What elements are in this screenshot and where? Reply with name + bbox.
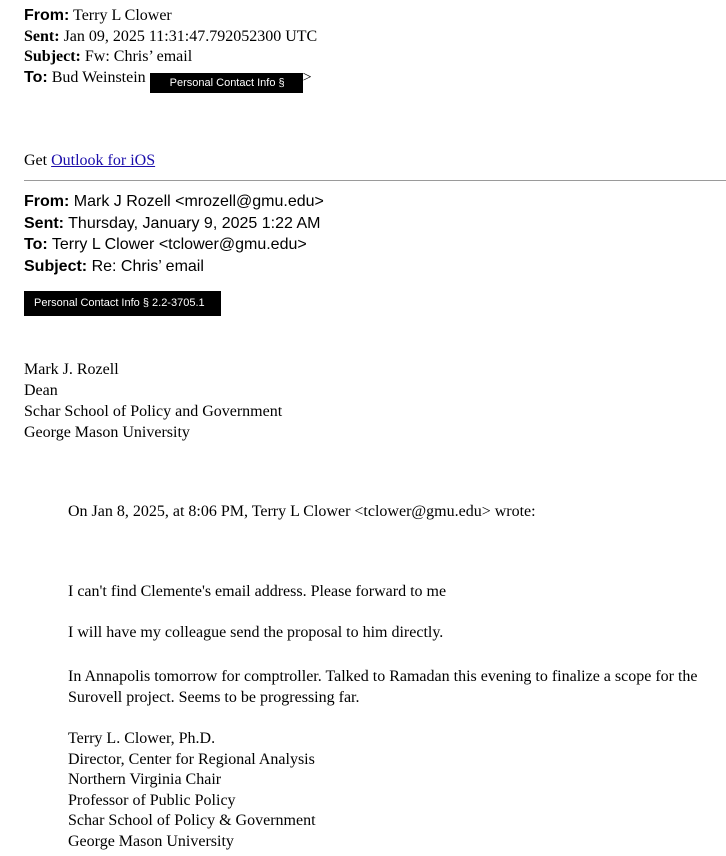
fwd-subject-row — [24, 256, 324, 278]
signature-line: Mark J. Rozell — [24, 361, 119, 378]
fwd-to-label: To: — [24, 236, 48, 253]
outer-email-header — [24, 6, 317, 93]
quoted-paragraph: I will have my colleague send the proposal to him directly. — [68, 624, 444, 641]
quoted-paragraph: In Annapolis tomorrow for comptroller. Talked to Ramadan this evening to finalize a scope for the Surovell project. Seems to be progressing far. — [68, 668, 698, 706]
signature-line: Schar School of Policy & Government — [68, 812, 316, 829]
outer-to-row — [24, 68, 317, 93]
fwd-from-value: Mark J Rozell <mrozell@gmu.edu> — [73, 193, 324, 210]
fwd-from-label: From: — [24, 193, 70, 210]
quoted-paragraph: I can't find Clemente's email address. Please forward to me — [68, 583, 447, 600]
outer-to-label: To: — [24, 68, 48, 86]
quoted-attribution-line: On Jan 8, 2025, at 8:06 PM, Terry L Clower <tclower@gmu.edu> wrote: — [68, 503, 536, 520]
outer-sent-value: Jan 09, 2025 11:31:47.792052300 UTC — [63, 27, 318, 45]
fwd-sent-row — [24, 213, 324, 235]
outer-from-value: Terry L Clower — [73, 7, 172, 24]
clower-signature — [68, 729, 316, 852]
outer-from-label: From: — [24, 7, 70, 24]
signature-line: Schar School of Policy and Government — [24, 403, 283, 420]
header-divider — [24, 180, 726, 181]
fwd-to-row — [24, 234, 324, 256]
fwd-sent-label: Sent: — [24, 214, 64, 232]
get-outlook-prefix: Get — [24, 152, 48, 169]
outer-subject-value: Fw: Chris’ email — [84, 48, 193, 65]
fwd-to-value: Terry L Clower <tclower@gmu.edu> — [51, 236, 307, 253]
fwd-from-row — [24, 191, 324, 213]
fwd-subject-label: Subject: — [24, 257, 88, 275]
outer-from-row — [24, 6, 317, 27]
outer-sent-row — [24, 27, 317, 48]
signature-line: George Mason University — [68, 832, 234, 850]
signature-line: Terry L. Clower, Ph.D. — [68, 730, 216, 747]
outer-subject-label: Subject: — [24, 48, 81, 65]
outer-to-tail: > — [302, 68, 312, 86]
signature-line: Director, Center for Regional Analysis — [68, 750, 315, 768]
rozell-signature — [24, 359, 282, 443]
outer-to-value: Bud Weinstein — [51, 68, 146, 86]
fwd-sent-value: Thursday, January 9, 2025 1:22 AM — [68, 214, 321, 232]
signature-line: Northern Virginia Chair — [68, 771, 222, 788]
get-outlook-line — [24, 152, 155, 170]
outer-sent-label: Sent: — [24, 27, 60, 45]
outer-subject-row — [24, 47, 317, 68]
signature-line: Professor of Public Policy — [68, 791, 236, 809]
forwarded-email-header — [24, 191, 324, 277]
to-redaction-box: Personal Contact Info § — [150, 73, 303, 93]
body-redaction-box: Personal Contact Info § 2.2-3705.1 — [24, 291, 221, 316]
signature-line: Dean — [24, 382, 58, 399]
outlook-for-ios-link[interactable]: Outlook for iOS — [51, 152, 156, 169]
fwd-subject-value: Re: Chris’ email — [91, 257, 204, 275]
signature-line: George Mason University — [24, 424, 190, 441]
